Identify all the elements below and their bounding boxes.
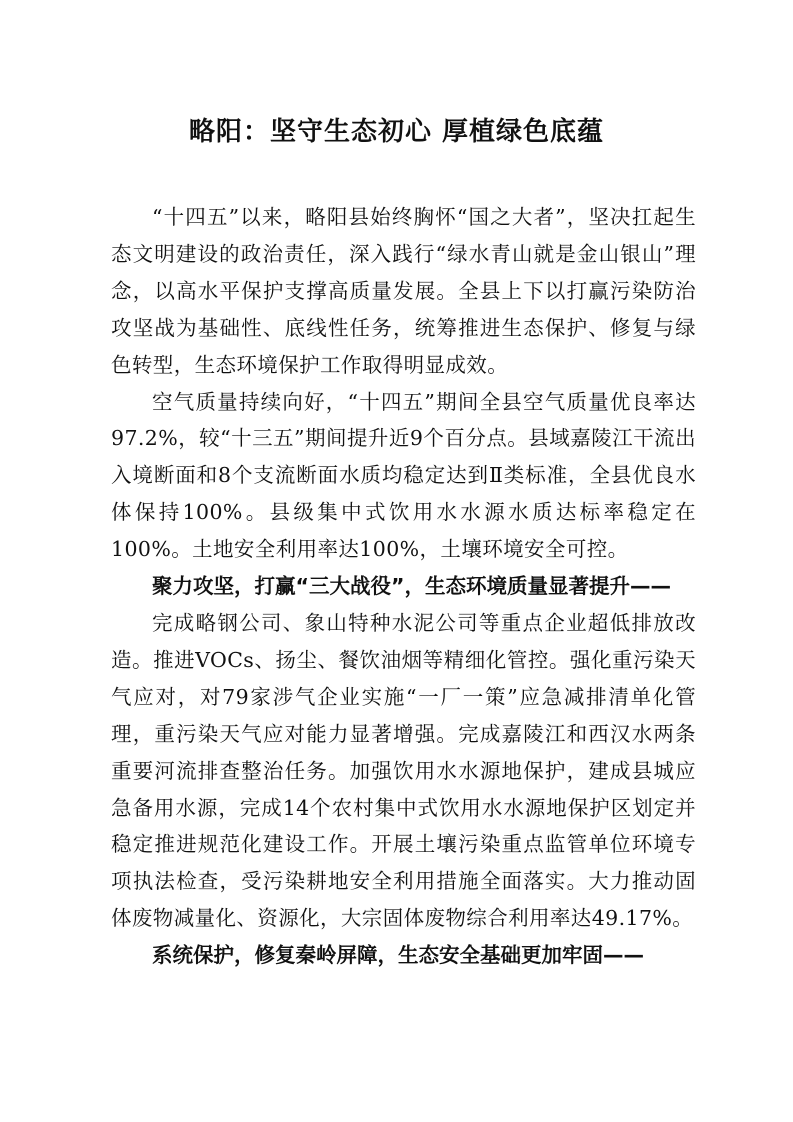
- section-heading-qinling-protection: 系统保护，修复秦岭屏障，生态安全基础更加牢固——: [152, 943, 644, 968]
- article-body: [111, 199, 696, 974]
- article-title: 略阳：坚守生态初心 厚植绿色底蕴: [188, 117, 605, 147]
- paragraph-pollution-control: 完成略钢公司、象山特种水泥公司等重点企业超低排放改造。推进VOCs、扬尘、餐饮油烟等精细化管控。强化重污染天气应对，对79家涉气企业实施“一厂一策”应急减排清单化管理，重污染天气应对能力显著增强。完成嘉陵江和西汉水两条重要河流排查整治任务。加强饮用水水源地保护，建成县城应急备用水源，完成14个农村集中式饮用水水源地保护区划定并稳定推进规范化建设工作。开展土壤污染重点监管单位环境专项执法检查，受污染耕地安全利用措施全面落实。大力推动固体废物减量化、资源化，大宗固体废物综合利用率达49.17%。: [111, 610, 696, 931]
- section-heading-pollution-control: 聚力攻坚，打赢“三大战役”，生态环境质量显著提升——: [152, 574, 671, 599]
- paragraph-air-water-quality: 空气质量持续向好，“十四五”期间全县空气质量优良率达97.2%，较“十三五”期间提升近9个百分点。县域嘉陵江干流出入境断面和8个支流断面水质均稳定达到Ⅱ类标准，全县优良水体保持100%。县级集中式饮用水水源水质达标率稳定在100%。土地安全利用率达100%，土壤环境安全可控。: [111, 389, 696, 562]
- paragraph-intro: “十四五”以来，略阳县始终胸怀“国之大者”，坚决扛起生态文明建设的政治责任，深入践行“绿水青山就是金山银山”理念，以高水平保护支撑高质量发展。全县上下以打赢污染防治攻坚战为基础性、底线性任务，统筹推进生态保护、修复与绿色转型，生态环境保护工作取得明显成效。: [111, 205, 696, 377]
